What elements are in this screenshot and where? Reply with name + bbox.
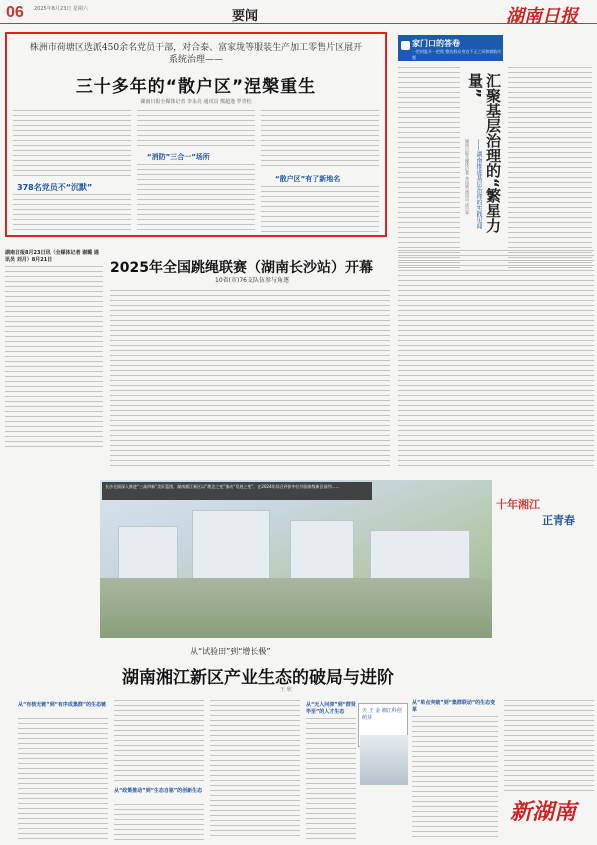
- lead-kicker: 株洲市荷塘区选派450余名党员干部，对合泰、富家垅等服装生产加工零售片区展开系统治理——: [29, 43, 363, 65]
- building-2: [192, 510, 270, 582]
- brand-title: 家门口的答卷: [412, 39, 460, 48]
- newspaper-logo: 湖南日报: [506, 6, 578, 27]
- side-subtitle: ——湖南推进基层治理的实践见闻: [475, 139, 482, 229]
- feature-text-col6: [504, 700, 594, 792]
- jump-rope-subtitle: 10省(市)76支队伍参与角逐: [215, 277, 289, 284]
- feature-section-2: 从“政策推动”到“生态自驱”的创新生态: [114, 788, 203, 794]
- inset-photo: [360, 735, 408, 785]
- news-brief[interactable]: [5, 250, 105, 450]
- building-1: [118, 526, 178, 584]
- brand-subtitle: 一把钥匙开一把锁 整治群众身边不正之风和腐败问题: [412, 49, 502, 60]
- section-title: 要闻: [232, 9, 259, 24]
- jump-rope-headline[interactable]: 2025年全国跳绳联赛（湖南长沙站）开幕: [110, 260, 373, 276]
- brief-lead: 湖南日报8月23日讯（全媒体记者 谢璐 通讯员 刘月）8月21日: [5, 250, 99, 263]
- lead-subhead-1: 378名党员不“沉默”: [17, 183, 93, 192]
- lead-headline: 三十多年的“散户区”涅槃重生: [75, 77, 317, 97]
- lead-text-col3: [261, 110, 379, 170]
- column-brand: [398, 35, 503, 61]
- feature-section-4: 从“单点突破”到“集群联动”的生态变革: [412, 700, 496, 713]
- jump-rope-text: [110, 290, 390, 470]
- feature-text-col2b: [114, 804, 204, 840]
- lead-text-col1: [13, 110, 131, 178]
- feature-text-col1: [18, 718, 108, 840]
- side-headline: 汇聚基层治理的“繁星力量”: [466, 73, 502, 233]
- feature-headline[interactable]: 湖南湘江新区产业生态的破局与进阶: [122, 668, 394, 688]
- feature-kicker: 从“试验田”到“增长极”: [190, 647, 271, 656]
- lead-subhead-2: “消防”三合一”场所: [147, 153, 210, 161]
- building-3: [290, 520, 354, 582]
- inset-caption: 天 王 金 湘江科创 萌芽: [362, 708, 402, 721]
- side-feature[interactable]: [398, 35, 594, 235]
- lead-text-col2b: [137, 164, 255, 234]
- lead-text-col2: [137, 110, 255, 146]
- feature-byline: 王 欣: [280, 687, 292, 693]
- feature-text-col2: [114, 700, 204, 784]
- feature-section-1: 从“有核无链”到“有序成集群”的生态链: [18, 702, 107, 708]
- feature-text-col5: [412, 716, 498, 840]
- lead-text-col1b: [13, 194, 131, 234]
- building-4: [370, 530, 470, 582]
- lead-subhead-3: “散户区”有了新地名: [275, 175, 341, 183]
- feature-text-col4: [306, 718, 356, 840]
- feature-text-col3: [210, 700, 300, 840]
- side-text-col2: [508, 67, 592, 272]
- photo-caption: 长沙全面深入推进“三高四新”美好蓝图，湖南湘江新区以“理念之变”推动“发展之变”，在2024年综合评价中位列国家级新区前列……: [102, 482, 372, 500]
- badge-title: 十年湘江: [496, 498, 540, 511]
- page-number: 06: [6, 4, 24, 21]
- lead-byline: 湖南日报全媒体记者 李永亮 通讯员 熊超逸 罗青松: [140, 99, 252, 105]
- lead-story[interactable]: [5, 32, 387, 237]
- lead-text-col3b: [261, 186, 379, 234]
- header-date: 2025年8月23日 星期六: [34, 6, 88, 12]
- brief-text: [5, 266, 103, 448]
- badge-subtitle: 正青春: [542, 514, 575, 527]
- side-text-col1: [398, 67, 460, 272]
- feature-photo: [100, 480, 492, 638]
- home-icon: [401, 41, 410, 50]
- photo-ground: [100, 578, 492, 638]
- side-text-lower: [398, 250, 594, 470]
- anniversary-badge: [492, 482, 594, 534]
- page-header: [0, 0, 597, 27]
- new-hunan-logo: 新湖南: [510, 799, 577, 825]
- side-byline: 湖南日报全媒体记者 李国斌 通讯员 成日华: [465, 139, 470, 215]
- feature-section-3: 从“无人问津”到“群贤毕至”的人才生态: [306, 702, 356, 715]
